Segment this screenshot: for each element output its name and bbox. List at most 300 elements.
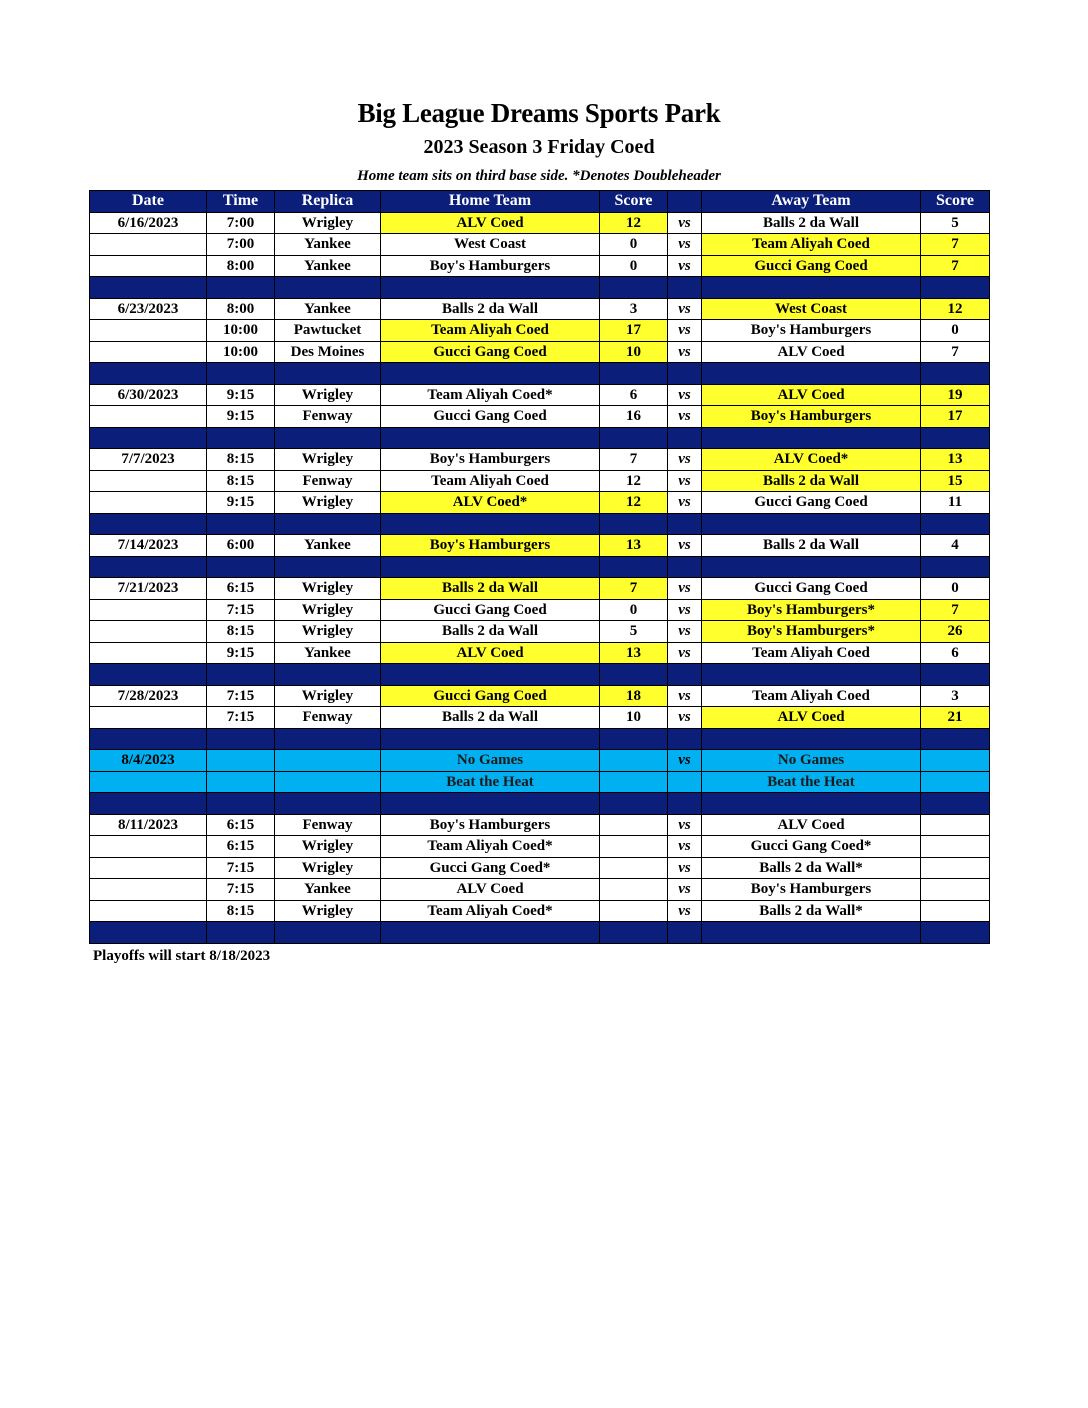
away-score-cell: 15 [921, 470, 990, 492]
col-header-home-score: Score [600, 191, 668, 213]
away-team-cell: Boy's Hamburgers [702, 879, 921, 901]
home-score-cell [600, 836, 668, 858]
date-cell [90, 771, 207, 793]
separator-cell [600, 513, 668, 535]
separator-cell [600, 922, 668, 944]
separator-cell [207, 363, 275, 385]
separator-cell [668, 277, 702, 299]
time-cell: 7:15 [207, 879, 275, 901]
separator-cell [90, 363, 207, 385]
separator-cell [381, 556, 600, 578]
time-cell: 9:15 [207, 492, 275, 514]
away-team-cell: Beat the Heat [702, 771, 921, 793]
date-cell: 6/23/2023 [90, 298, 207, 320]
vs-cell: vs [668, 836, 702, 858]
separator-cell [381, 728, 600, 750]
table-row [90, 255, 990, 277]
separator-cell [668, 363, 702, 385]
away-score-cell: 19 [921, 384, 990, 406]
time-cell: 6:15 [207, 836, 275, 858]
date-cell: 7/21/2023 [90, 578, 207, 600]
separator-cell [702, 793, 921, 815]
away-score-cell: 11 [921, 492, 990, 514]
away-score-cell: 7 [921, 341, 990, 363]
vs-cell: vs [668, 492, 702, 514]
table-row [90, 900, 990, 922]
replica-cell: Yankee [275, 234, 381, 256]
vs-cell: vs [668, 685, 702, 707]
col-header-date: Date [90, 191, 207, 213]
table-row [90, 771, 990, 793]
away-team-cell: Balls 2 da Wall* [702, 900, 921, 922]
separator-cell [668, 728, 702, 750]
separator-cell [207, 277, 275, 299]
vs-cell: vs [668, 750, 702, 772]
separator-cell [275, 664, 381, 686]
home-score-cell: 7 [600, 578, 668, 600]
vs-cell: vs [668, 879, 702, 901]
away-score-cell: 7 [921, 255, 990, 277]
separator-cell [275, 277, 381, 299]
col-header-replica: Replica [275, 191, 381, 213]
replica-cell: Wrigley [275, 836, 381, 858]
table-row [90, 212, 990, 234]
separator-cell [600, 728, 668, 750]
week-separator-row [90, 664, 990, 686]
playoffs-note: Playoffs will start 8/18/2023 [93, 948, 271, 964]
away-score-cell [921, 836, 990, 858]
table-row [90, 707, 990, 729]
away-score-cell [921, 857, 990, 879]
home-team-cell: Team Aliyah Coed [381, 320, 600, 342]
time-cell: 7:00 [207, 212, 275, 234]
separator-cell [90, 513, 207, 535]
date-cell [90, 879, 207, 901]
home-team-cell: Balls 2 da Wall [381, 578, 600, 600]
separator-cell [207, 664, 275, 686]
home-score-cell: 3 [600, 298, 668, 320]
time-cell: 8:15 [207, 621, 275, 643]
table-row [90, 406, 990, 428]
vs-cell: vs [668, 578, 702, 600]
table-row [90, 320, 990, 342]
separator-cell [921, 513, 990, 535]
vs-cell: vs [668, 406, 702, 428]
table-row [90, 384, 990, 406]
away-team-cell: Balls 2 da Wall [702, 212, 921, 234]
separator-cell [207, 556, 275, 578]
home-score-cell [600, 900, 668, 922]
separator-cell [275, 793, 381, 815]
col-header-vs [668, 191, 702, 213]
replica-cell: Yankee [275, 298, 381, 320]
date-cell [90, 320, 207, 342]
home-score-cell: 12 [600, 492, 668, 514]
separator-cell [600, 793, 668, 815]
home-score-cell [600, 750, 668, 772]
separator-cell [275, 922, 381, 944]
table-row [90, 642, 990, 664]
away-team-cell: Team Aliyah Coed [702, 234, 921, 256]
date-cell [90, 836, 207, 858]
date-cell: 7/14/2023 [90, 535, 207, 557]
home-team-cell: ALV Coed* [381, 492, 600, 514]
home-score-cell: 13 [600, 535, 668, 557]
home-team-cell: Team Aliyah Coed [381, 470, 600, 492]
home-score-cell: 12 [600, 212, 668, 234]
vs-cell: vs [668, 707, 702, 729]
col-header-away-score: Score [921, 191, 990, 213]
date-cell: 6/16/2023 [90, 212, 207, 234]
week-separator-row [90, 277, 990, 299]
home-team-cell: ALV Coed [381, 642, 600, 664]
table-row [90, 879, 990, 901]
separator-cell [90, 556, 207, 578]
time-cell: 8:15 [207, 470, 275, 492]
vs-cell: vs [668, 857, 702, 879]
table-row [90, 750, 990, 772]
time-cell: 7:00 [207, 234, 275, 256]
separator-cell [275, 363, 381, 385]
away-team-cell: ALV Coed [702, 814, 921, 836]
away-team-cell: No Games [702, 750, 921, 772]
table-row [90, 492, 990, 514]
away-score-cell: 4 [921, 535, 990, 557]
week-separator-row [90, 793, 990, 815]
time-cell [207, 750, 275, 772]
away-team-cell: ALV Coed [702, 341, 921, 363]
away-score-cell [921, 814, 990, 836]
week-separator-row [90, 922, 990, 944]
home-team-cell: Balls 2 da Wall [381, 707, 600, 729]
time-cell: 8:00 [207, 298, 275, 320]
replica-cell: Wrigley [275, 599, 381, 621]
home-team-cell: Team Aliyah Coed* [381, 384, 600, 406]
separator-cell [381, 922, 600, 944]
separator-cell [702, 728, 921, 750]
separator-cell [600, 363, 668, 385]
separator-cell [275, 513, 381, 535]
away-team-cell: Team Aliyah Coed [702, 642, 921, 664]
separator-cell [381, 427, 600, 449]
table-row [90, 857, 990, 879]
vs-cell: vs [668, 599, 702, 621]
date-cell: 8/11/2023 [90, 814, 207, 836]
table-row [90, 535, 990, 557]
away-team-cell: Team Aliyah Coed [702, 685, 921, 707]
separator-cell [668, 664, 702, 686]
separator-cell [702, 664, 921, 686]
page-subtitle: 2023 Season 3 Friday Coed [423, 136, 655, 158]
separator-cell [702, 922, 921, 944]
separator-cell [207, 728, 275, 750]
home-score-cell [600, 857, 668, 879]
vs-cell: vs [668, 320, 702, 342]
home-score-cell: 18 [600, 685, 668, 707]
home-team-cell: ALV Coed [381, 212, 600, 234]
date-cell [90, 406, 207, 428]
away-team-cell: Boy's Hamburgers [702, 320, 921, 342]
home-score-cell [600, 771, 668, 793]
separator-cell [668, 793, 702, 815]
away-team-cell: ALV Coed [702, 384, 921, 406]
time-cell: 8:00 [207, 255, 275, 277]
date-cell [90, 470, 207, 492]
home-score-cell: 12 [600, 470, 668, 492]
away-score-cell [921, 771, 990, 793]
away-team-cell: Boy's Hamburgers* [702, 621, 921, 643]
home-score-cell: 17 [600, 320, 668, 342]
replica-cell: Wrigley [275, 212, 381, 234]
table-row [90, 599, 990, 621]
separator-cell [600, 664, 668, 686]
date-cell [90, 900, 207, 922]
home-score-cell: 10 [600, 707, 668, 729]
separator-cell [921, 728, 990, 750]
date-cell: 7/28/2023 [90, 685, 207, 707]
schedule-table [89, 190, 990, 944]
separator-cell [702, 363, 921, 385]
replica-cell: Fenway [275, 707, 381, 729]
separator-cell [207, 427, 275, 449]
separator-cell [668, 922, 702, 944]
table-row [90, 341, 990, 363]
away-score-cell [921, 750, 990, 772]
separator-cell [668, 427, 702, 449]
week-separator-row [90, 728, 990, 750]
replica-cell: Pawtucket [275, 320, 381, 342]
away-score-cell: 13 [921, 449, 990, 471]
time-cell: 7:15 [207, 685, 275, 707]
vs-cell: vs [668, 535, 702, 557]
time-cell: 7:15 [207, 707, 275, 729]
replica-cell: Wrigley [275, 621, 381, 643]
away-team-cell: Balls 2 da Wall [702, 535, 921, 557]
time-cell: 6:15 [207, 814, 275, 836]
away-team-cell: ALV Coed* [702, 449, 921, 471]
away-team-cell: Balls 2 da Wall* [702, 857, 921, 879]
separator-cell [275, 556, 381, 578]
replica-cell: Wrigley [275, 578, 381, 600]
separator-cell [90, 427, 207, 449]
vs-cell: vs [668, 900, 702, 922]
away-team-cell: Balls 2 da Wall [702, 470, 921, 492]
date-cell [90, 621, 207, 643]
date-cell [90, 492, 207, 514]
time-cell: 8:15 [207, 900, 275, 922]
home-team-cell: Gucci Gang Coed [381, 406, 600, 428]
date-cell [90, 255, 207, 277]
vs-cell: vs [668, 255, 702, 277]
home-score-cell: 0 [600, 255, 668, 277]
date-cell: 6/30/2023 [90, 384, 207, 406]
home-team-cell: Gucci Gang Coed [381, 599, 600, 621]
replica-cell: Des Moines [275, 341, 381, 363]
home-team-cell: West Coast [381, 234, 600, 256]
week-separator-row [90, 363, 990, 385]
separator-cell [921, 556, 990, 578]
date-cell [90, 599, 207, 621]
separator-cell [381, 793, 600, 815]
away-score-cell: 7 [921, 599, 990, 621]
time-cell: 10:00 [207, 320, 275, 342]
away-score-cell: 0 [921, 578, 990, 600]
home-score-cell: 16 [600, 406, 668, 428]
replica-cell: Wrigley [275, 449, 381, 471]
separator-cell [275, 427, 381, 449]
replica-cell: Wrigley [275, 685, 381, 707]
table-row [90, 578, 990, 600]
home-team-cell: Boy's Hamburgers [381, 255, 600, 277]
separator-cell [921, 277, 990, 299]
separator-cell [600, 556, 668, 578]
table-row [90, 814, 990, 836]
home-team-cell: Boy's Hamburgers [381, 814, 600, 836]
replica-cell: Fenway [275, 470, 381, 492]
separator-cell [921, 793, 990, 815]
vs-cell: vs [668, 470, 702, 492]
away-team-cell: Gucci Gang Coed [702, 578, 921, 600]
table-row [90, 234, 990, 256]
away-team-cell: Gucci Gang Coed [702, 492, 921, 514]
date-cell [90, 857, 207, 879]
date-cell: 7/7/2023 [90, 449, 207, 471]
vs-cell [668, 771, 702, 793]
table-row [90, 685, 990, 707]
away-score-cell: 26 [921, 621, 990, 643]
time-cell: 6:00 [207, 535, 275, 557]
home-score-cell: 13 [600, 642, 668, 664]
home-team-cell: Balls 2 da Wall [381, 298, 600, 320]
replica-cell: Fenway [275, 814, 381, 836]
separator-cell [921, 922, 990, 944]
separator-cell [702, 427, 921, 449]
separator-cell [702, 277, 921, 299]
away-team-cell: Gucci Gang Coed* [702, 836, 921, 858]
separator-cell [600, 277, 668, 299]
away-score-cell: 3 [921, 685, 990, 707]
date-cell [90, 341, 207, 363]
week-separator-row [90, 427, 990, 449]
home-team-cell: Boy's Hamburgers [381, 449, 600, 471]
separator-cell [702, 513, 921, 535]
home-score-cell: 6 [600, 384, 668, 406]
home-score-cell: 7 [600, 449, 668, 471]
separator-cell [921, 664, 990, 686]
separator-cell [702, 556, 921, 578]
separator-cell [381, 664, 600, 686]
separator-cell [207, 793, 275, 815]
home-team-cell: Boy's Hamburgers [381, 535, 600, 557]
home-team-cell: Gucci Gang Coed [381, 685, 600, 707]
home-team-cell: ALV Coed [381, 879, 600, 901]
vs-cell: vs [668, 341, 702, 363]
time-cell: 7:15 [207, 857, 275, 879]
separator-cell [90, 728, 207, 750]
home-team-cell: Gucci Gang Coed* [381, 857, 600, 879]
away-team-cell: West Coast [702, 298, 921, 320]
separator-cell [90, 277, 207, 299]
separator-cell [381, 277, 600, 299]
home-score-cell: 0 [600, 599, 668, 621]
week-separator-row [90, 513, 990, 535]
home-team-cell: Gucci Gang Coed [381, 341, 600, 363]
home-score-cell [600, 879, 668, 901]
separator-cell [90, 664, 207, 686]
date-cell [90, 234, 207, 256]
table-row [90, 621, 990, 643]
away-score-cell: 6 [921, 642, 990, 664]
home-score-cell: 10 [600, 341, 668, 363]
time-cell: 8:15 [207, 449, 275, 471]
separator-cell [381, 363, 600, 385]
home-team-cell: Beat the Heat [381, 771, 600, 793]
replica-cell: Wrigley [275, 384, 381, 406]
away-team-cell: Boy's Hamburgers [702, 406, 921, 428]
away-team-cell: ALV Coed [702, 707, 921, 729]
replica-cell: Yankee [275, 255, 381, 277]
separator-cell [207, 513, 275, 535]
table-row [90, 449, 990, 471]
away-team-cell: Boy's Hamburgers* [702, 599, 921, 621]
away-score-cell: 5 [921, 212, 990, 234]
vs-cell: vs [668, 449, 702, 471]
time-cell: 10:00 [207, 341, 275, 363]
time-cell: 7:15 [207, 599, 275, 621]
replica-cell: Wrigley [275, 900, 381, 922]
vs-cell: vs [668, 234, 702, 256]
replica-cell [275, 750, 381, 772]
schedule-body [90, 212, 990, 943]
replica-cell: Wrigley [275, 492, 381, 514]
replica-cell: Yankee [275, 642, 381, 664]
separator-cell [381, 513, 600, 535]
replica-cell: Yankee [275, 535, 381, 557]
separator-cell [921, 427, 990, 449]
vs-cell: vs [668, 814, 702, 836]
away-score-cell [921, 879, 990, 901]
vs-cell: vs [668, 384, 702, 406]
home-score-cell: 0 [600, 234, 668, 256]
away-score-cell: 17 [921, 406, 990, 428]
col-header-home-team: Home Team [381, 191, 600, 213]
separator-cell [668, 513, 702, 535]
time-cell: 9:15 [207, 406, 275, 428]
home-score-cell [600, 814, 668, 836]
date-cell [90, 707, 207, 729]
replica-cell: Yankee [275, 879, 381, 901]
time-cell [207, 771, 275, 793]
home-score-cell: 5 [600, 621, 668, 643]
vs-cell: vs [668, 621, 702, 643]
week-separator-row [90, 556, 990, 578]
replica-cell: Wrigley [275, 857, 381, 879]
away-score-cell: 7 [921, 234, 990, 256]
separator-cell [275, 728, 381, 750]
separator-cell [668, 556, 702, 578]
home-team-cell: Team Aliyah Coed* [381, 836, 600, 858]
away-score-cell: 0 [921, 320, 990, 342]
home-team-cell: No Games [381, 750, 600, 772]
vs-cell: vs [668, 212, 702, 234]
time-cell: 9:15 [207, 642, 275, 664]
time-cell: 6:15 [207, 578, 275, 600]
col-header-away-team: Away Team [702, 191, 921, 213]
separator-cell [90, 922, 207, 944]
page-title: Big League Dreams Sports Park [357, 98, 721, 128]
time-cell: 9:15 [207, 384, 275, 406]
separator-cell [600, 427, 668, 449]
